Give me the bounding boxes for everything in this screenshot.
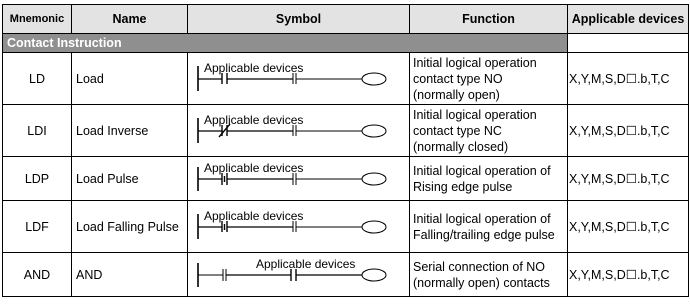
- function-line: Rising edge pulse: [413, 179, 513, 194]
- symbol-label: Applicable devices: [204, 113, 304, 127]
- function-cell: [410, 53, 568, 105]
- mnemonic-cell: LDI: [3, 105, 72, 157]
- name-cell: Load Inverse: [72, 105, 188, 157]
- function-line: Initial logical operation: [413, 55, 537, 70]
- function-cell: [410, 253, 568, 297]
- function-line: Initial logical operation: [413, 107, 537, 122]
- mnemonic-cell: AND: [3, 253, 72, 297]
- header-name: Name: [72, 5, 188, 34]
- function-line: contact type NO: [413, 71, 503, 86]
- section-blank-cell: [568, 34, 689, 53]
- ladder-symbol-nc: [188, 105, 410, 156]
- section-row: [3, 34, 689, 53]
- header-symbol: Symbol: [188, 5, 410, 34]
- header-applicable-devices: Applicable devices: [568, 5, 689, 34]
- function-line: Initial logical operation of: [413, 163, 551, 178]
- symbol-cell: [188, 105, 410, 157]
- ladder-symbol-rising-edge: [188, 157, 410, 200]
- symbol-cell: [188, 201, 410, 253]
- symbol-label: Applicable devices: [204, 61, 304, 75]
- symbol-label: Applicable devices: [256, 257, 356, 271]
- table-row: [3, 253, 689, 297]
- ladder-symbol-series: [188, 253, 410, 296]
- applicable-devices-cell: X,Y,M,S,D☐.b,T,C: [568, 157, 689, 201]
- function-line: (normally open): [413, 87, 500, 102]
- name-cell: Load Pulse: [72, 157, 188, 201]
- section-title: Contact Instruction: [3, 34, 568, 53]
- applicable-devices-cell: X,Y,M,S,D☐.b,T,C: [568, 253, 689, 297]
- symbol-cell: [188, 253, 410, 297]
- table-row: [3, 157, 689, 201]
- mnemonic-cell: LDP: [3, 157, 72, 201]
- symbol-cell: [188, 53, 410, 105]
- name-cell: Load Falling Pulse: [72, 201, 188, 253]
- ladder-symbol-no: [188, 53, 410, 104]
- name-cell: Load: [72, 53, 188, 105]
- table-row: [3, 201, 689, 253]
- symbol-cell: [188, 157, 410, 201]
- table-row: [3, 105, 689, 157]
- function-line: contact type NC: [413, 123, 502, 138]
- function-line: (normally closed): [413, 139, 509, 154]
- function-line: Initial logical operation of: [413, 211, 551, 226]
- symbol-label: Applicable devices: [204, 161, 304, 175]
- function-cell: [410, 105, 568, 157]
- header-row: [3, 5, 689, 34]
- symbol-label: Applicable devices: [204, 209, 304, 223]
- function-line: Serial connection of NO: [413, 259, 546, 274]
- instruction-table: [2, 4, 689, 297]
- mnemonic-cell: LDF: [3, 201, 72, 253]
- ladder-symbol-falling-edge: [188, 201, 410, 252]
- header-function: Function: [410, 5, 568, 34]
- applicable-devices-cell: X,Y,M,S,D☐.b,T,C: [568, 201, 689, 253]
- applicable-devices-cell: X,Y,M,S,D☐.b,T,C: [568, 105, 689, 157]
- function-line: Falling/trailing edge pulse: [413, 227, 555, 242]
- function-cell: [410, 157, 568, 201]
- function-cell: [410, 201, 568, 253]
- mnemonic-cell: LD: [3, 53, 72, 105]
- applicable-devices-cell: X,Y,M,S,D☐.b,T,C: [568, 53, 689, 105]
- name-cell: AND: [72, 253, 188, 297]
- header-mnemonic: Mnemonic: [3, 5, 72, 34]
- table-row: [3, 53, 689, 105]
- function-line: (normally open) contacts: [413, 275, 550, 290]
